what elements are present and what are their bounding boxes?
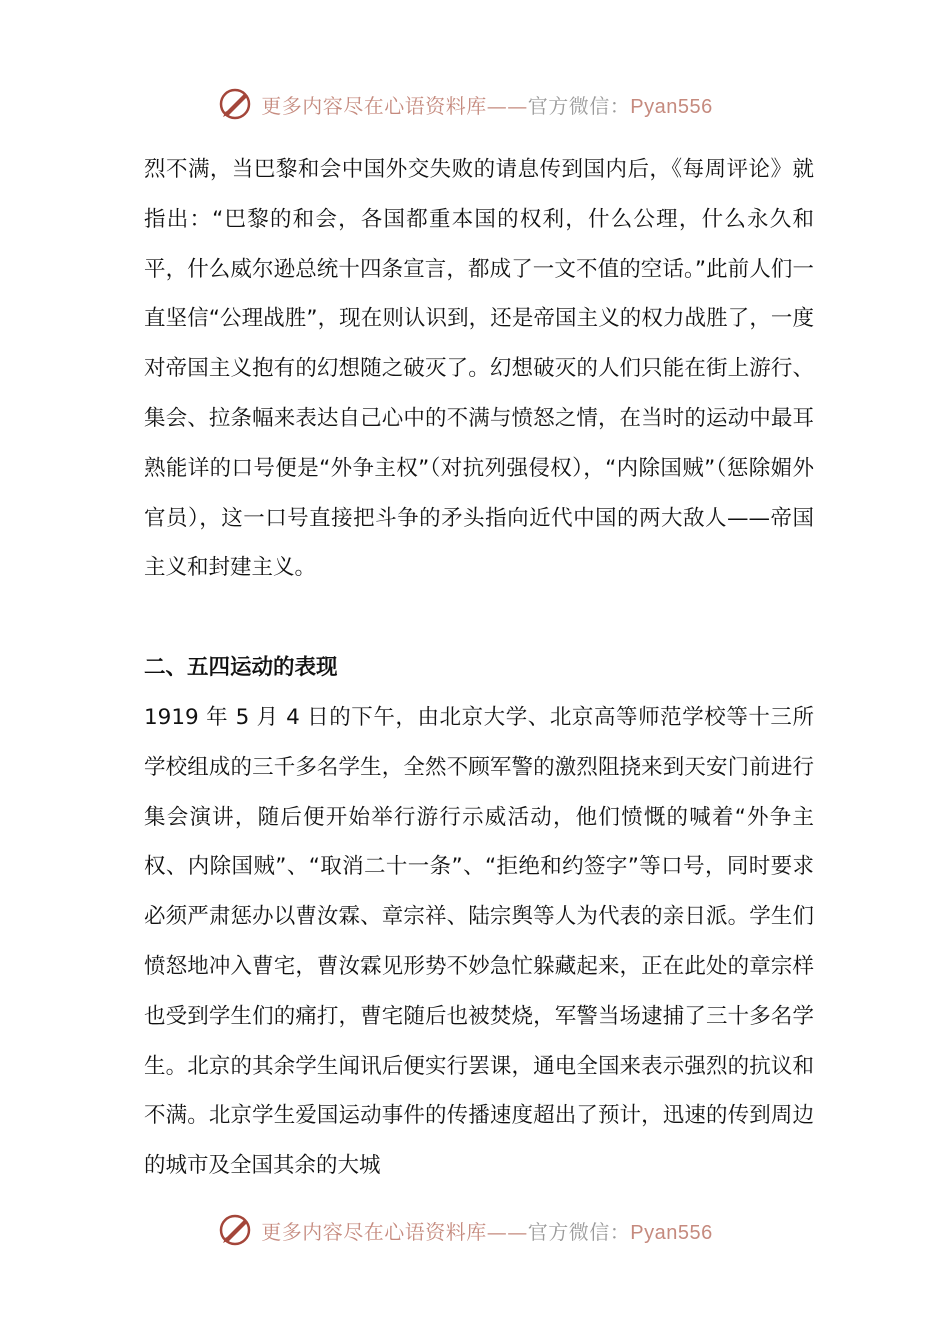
footer-banner-inner	[217, 1212, 712, 1248]
pen-circle-logo-icon	[217, 86, 253, 122]
footer-banner-wechat: 官方微信：	[527, 1219, 631, 1244]
header-banner-dash: ——	[486, 93, 528, 118]
footer-banner-text	[261, 1216, 712, 1245]
header-banner-id: Pyan556	[630, 95, 713, 118]
header-banner-text	[261, 90, 712, 119]
section-heading: 二、五四运动的表现	[144, 655, 338, 681]
paragraph-2: 1919 年 5 月 4 日的下午，由北京大学、北京高等师范学校等十三所学校组成的三千多名学生，全然不顾军警的激烈阻挠来到天安门前进行集会演讲，随后便开始举行游行示威活动，他们愤慨的喊着“外争主权、内除国贼”、“取消二十一条”、“拒绝和约签字”等口号，同时要求必须严肃惩办以曹汝霖、章宗祥、陆宗舆等人为代表的亲日派。学生们愤怒地冲入曹宅，曹汝霖见形势不妙急忙躲藏起来，正在此处的章宗样也受到学生们的痛打，曹宅随后也被焚烧，军警当场逮捕了三十多名学生。北京的其余学生闻讯后便实行罢课，通电全国来表示强烈的抗议和不满。北京学生爱国运动事件的传播速度超出了预计，迅速的传到周边的城市及全国其余的大城	[144, 704, 814, 1179]
header-banner-main: 更多内容尽在心语资料库	[261, 93, 487, 118]
header-banner-inner	[217, 86, 712, 122]
header-banner-wechat: 官方微信：	[527, 93, 631, 118]
footer-banner-main: 更多内容尽在心语资料库	[261, 1219, 487, 1244]
footer-banner-dash: ——	[486, 1219, 528, 1244]
document-body	[144, 145, 814, 1191]
header-banner	[0, 84, 950, 124]
footer-banner	[0, 1210, 950, 1250]
paragraph-1: 烈不满，当巴黎和会中国外交失败的请息传到国内后，《每周评论》就指出：“巴黎的和会，各国都重本国的权利，什么公理，什么永久和平，什么威尔逊总统十四条宣言，都成了一文不值的空话。”此前人们一直坚信“公理战胜”，现在则认识到，还是帝国主义的权力战胜了，一度对帝国主义抱有的幻想随之破灭了。幻想破灭的人们只能在街上游行、集会、拉条幅来表达自己心中的不满与愤怒之情，在当时的运动中最耳熟能详的口号便是“外争主权”（对抗列强侵权），“内除国贼”（惩除媚外官员），这一口号直接把斗争的矛头指向近代中国的两大敌人——帝国主义和封建主义。	[144, 157, 814, 581]
pen-circle-logo-icon	[217, 1212, 253, 1248]
footer-banner-id: Pyan556	[630, 1221, 713, 1244]
